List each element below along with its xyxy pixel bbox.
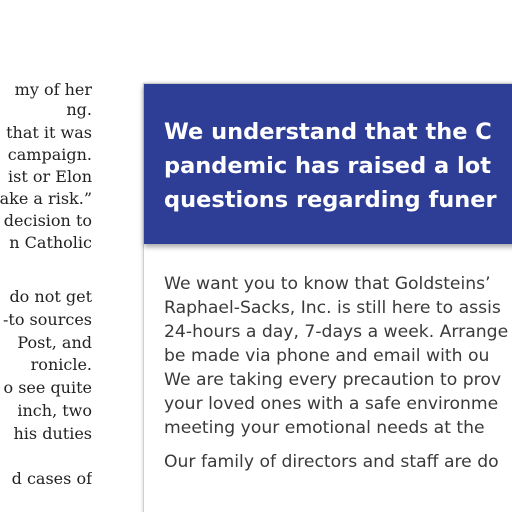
body-line: We want you to know that Goldsteins’ (164, 274, 491, 294)
body-line: be made via phone and email with ou (164, 346, 490, 366)
article-line: d cases of (11, 469, 92, 488)
body-line: We are taking every precaution to prov (164, 370, 502, 390)
article-line: his duties (13, 424, 92, 443)
headline-line: We understand that the C (164, 119, 492, 145)
article-line: my of her (14, 80, 92, 99)
body-line: meeting your emotional needs at the (164, 418, 485, 438)
body-line: Our family of directors and staff are do (164, 452, 499, 472)
article-column (0, 0, 92, 512)
article-line: do not get (9, 287, 92, 306)
article-line: decision to (3, 211, 92, 230)
article-line: that it was (6, 123, 92, 142)
headline-banner (144, 84, 512, 244)
article-line: ng. (66, 100, 92, 119)
body-line: your loved ones with a safe environme (164, 394, 499, 414)
article-line: ronicle. (30, 355, 92, 374)
article-line: Post, and (17, 333, 92, 352)
article-line: ake a risk.” (0, 189, 92, 208)
article-line: o see quite (3, 378, 92, 397)
headline-line: pandemic has raised a lot (164, 153, 491, 179)
article-line: -to sources (3, 310, 92, 329)
body-line: 24-hours a day, 7-days a week. Arrange (164, 322, 509, 342)
article-line: campaign. (7, 145, 92, 164)
funeral-home-advertisement (143, 83, 512, 512)
article-line: n Catholic (9, 233, 92, 252)
article-line: inch, two (17, 401, 92, 420)
article-line: ist or Elon (8, 167, 92, 186)
headline-line: questions regarding funer (164, 187, 497, 213)
body-line: Raphael-Sacks, Inc. is still here to assis (164, 298, 501, 318)
